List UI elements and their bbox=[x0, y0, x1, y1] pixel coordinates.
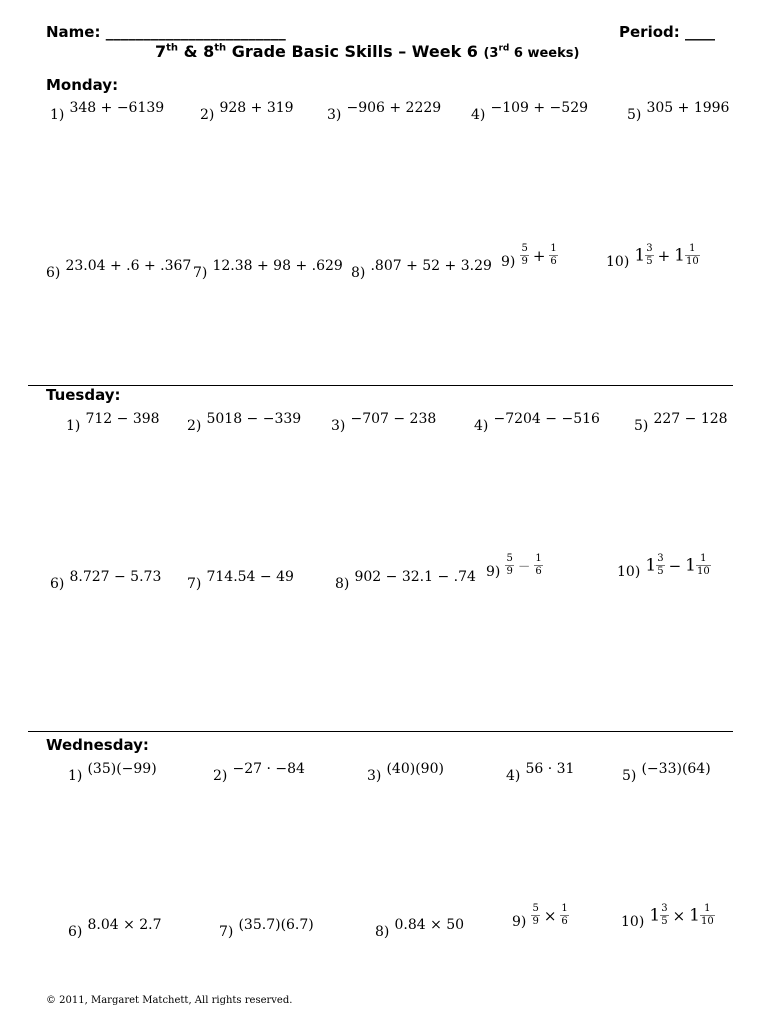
fraction: $\frac{5}{9}$ bbox=[532, 903, 539, 927]
monday-problem-8: 8) .807 + 52 + 3.29 bbox=[351, 258, 492, 281]
monday-problem-2: 2) 928 + 319 bbox=[200, 100, 294, 123]
section-divider bbox=[28, 385, 733, 386]
monday-problem-5: 5) 305 + 1996 bbox=[627, 100, 730, 123]
wednesday-problem-8: 8) 0.84 × 50 bbox=[375, 917, 465, 940]
tuesday-problem-4: 4) −7204 − −516 bbox=[474, 411, 600, 434]
fraction: $\frac{1}{6}$ bbox=[561, 903, 568, 927]
period-field-label: Period: ____ bbox=[619, 23, 715, 41]
copyright-notice: © 2011, Margaret Matchett, All rights reserved. bbox=[46, 995, 293, 1006]
wednesday-problem-6: 6) 8.04 × 2.7 bbox=[68, 917, 162, 940]
monday-heading: Monday: bbox=[46, 76, 119, 94]
monday-problem-4: 4) −109 + −529 bbox=[471, 100, 589, 123]
monday-problem-10: 10) 1 $\frac{3}{5}$ + 1 $\frac{1}{10}$ bbox=[606, 243, 699, 270]
fraction: $\frac{3}{5}$ bbox=[657, 553, 664, 577]
tuesday-problem-8: 8) 902 − 32.1 − .74 bbox=[335, 569, 476, 592]
monday-problem-9: 9) $\frac{5}{9}$ + $\frac{1}{6}$ bbox=[501, 243, 557, 270]
tuesday-problem-3: 3) −707 − 238 bbox=[331, 411, 437, 434]
fraction: $\frac{1}{6}$ bbox=[550, 243, 557, 267]
monday-problem-1: 1) 348 + −6139 bbox=[50, 100, 165, 123]
fraction: $\frac{1}{6}$ bbox=[535, 553, 542, 577]
wednesday-problem-3: 3) (40)(90) bbox=[367, 761, 444, 784]
tuesday-problem-5: 5) 227 − 128 bbox=[634, 411, 728, 434]
monday-problem-7: 7) 12.38 + 98 + .629 bbox=[193, 258, 343, 281]
tuesday-heading: Tuesday: bbox=[46, 386, 121, 404]
monday-problem-3: 3) −906 + 2229 bbox=[327, 100, 442, 123]
fraction: $\frac{5}{9}$ bbox=[506, 553, 513, 577]
tuesday-problem-9: 9) $\frac{5}{9}$ − $\frac{1}{6}$ bbox=[486, 553, 542, 580]
fraction: $\frac{3}{5}$ bbox=[646, 243, 653, 267]
tuesday-problem-10: 10) 1 $\frac{3}{5}$ − 1 $\frac{1}{10}$ bbox=[617, 553, 710, 580]
wednesday-problem-2: 2) −27 · −84 bbox=[213, 761, 305, 784]
wednesday-problem-1: 1) (35)(−99) bbox=[68, 761, 157, 784]
wednesday-problem-5: 5) (−33)(64) bbox=[622, 761, 711, 784]
wednesday-problem-4: 4) 56 · 31 bbox=[506, 761, 575, 784]
tuesday-problem-6: 6) 8.727 − 5.73 bbox=[50, 569, 162, 592]
page-title: 7th & 8th Grade Basic Skills – Week 6 (3rd 6 weeks) bbox=[155, 42, 580, 61]
fraction: $\frac{1}{10}$ bbox=[696, 553, 710, 577]
fraction: $\frac{3}{5}$ bbox=[661, 903, 668, 927]
wednesday-problem-10: 10) 1 $\frac{3}{5}$ × 1 $\frac{1}{10}$ bbox=[621, 903, 714, 930]
tuesday-problem-7: 7) 714.54 − 49 bbox=[187, 569, 294, 592]
wednesday-heading: Wednesday: bbox=[46, 736, 149, 754]
tuesday-problem-1: 1) 712 − 398 bbox=[66, 411, 160, 434]
wednesday-problem-9: 9) $\frac{5}{9}$ × $\frac{1}{6}$ bbox=[512, 903, 568, 930]
name-field-label: Name: ________________________ bbox=[46, 23, 286, 41]
wednesday-problem-7: 7) (35.7)(6.7) bbox=[219, 917, 314, 940]
monday-problem-6: 6) 23.04 + .6 + .367 bbox=[46, 258, 192, 281]
tuesday-problem-2: 2) 5018 − −339 bbox=[187, 411, 302, 434]
fraction: $\frac{1}{10}$ bbox=[700, 903, 714, 927]
fraction: $\frac{1}{10}$ bbox=[685, 243, 699, 267]
section-divider bbox=[28, 731, 733, 732]
fraction: $\frac{5}{9}$ bbox=[521, 243, 528, 267]
